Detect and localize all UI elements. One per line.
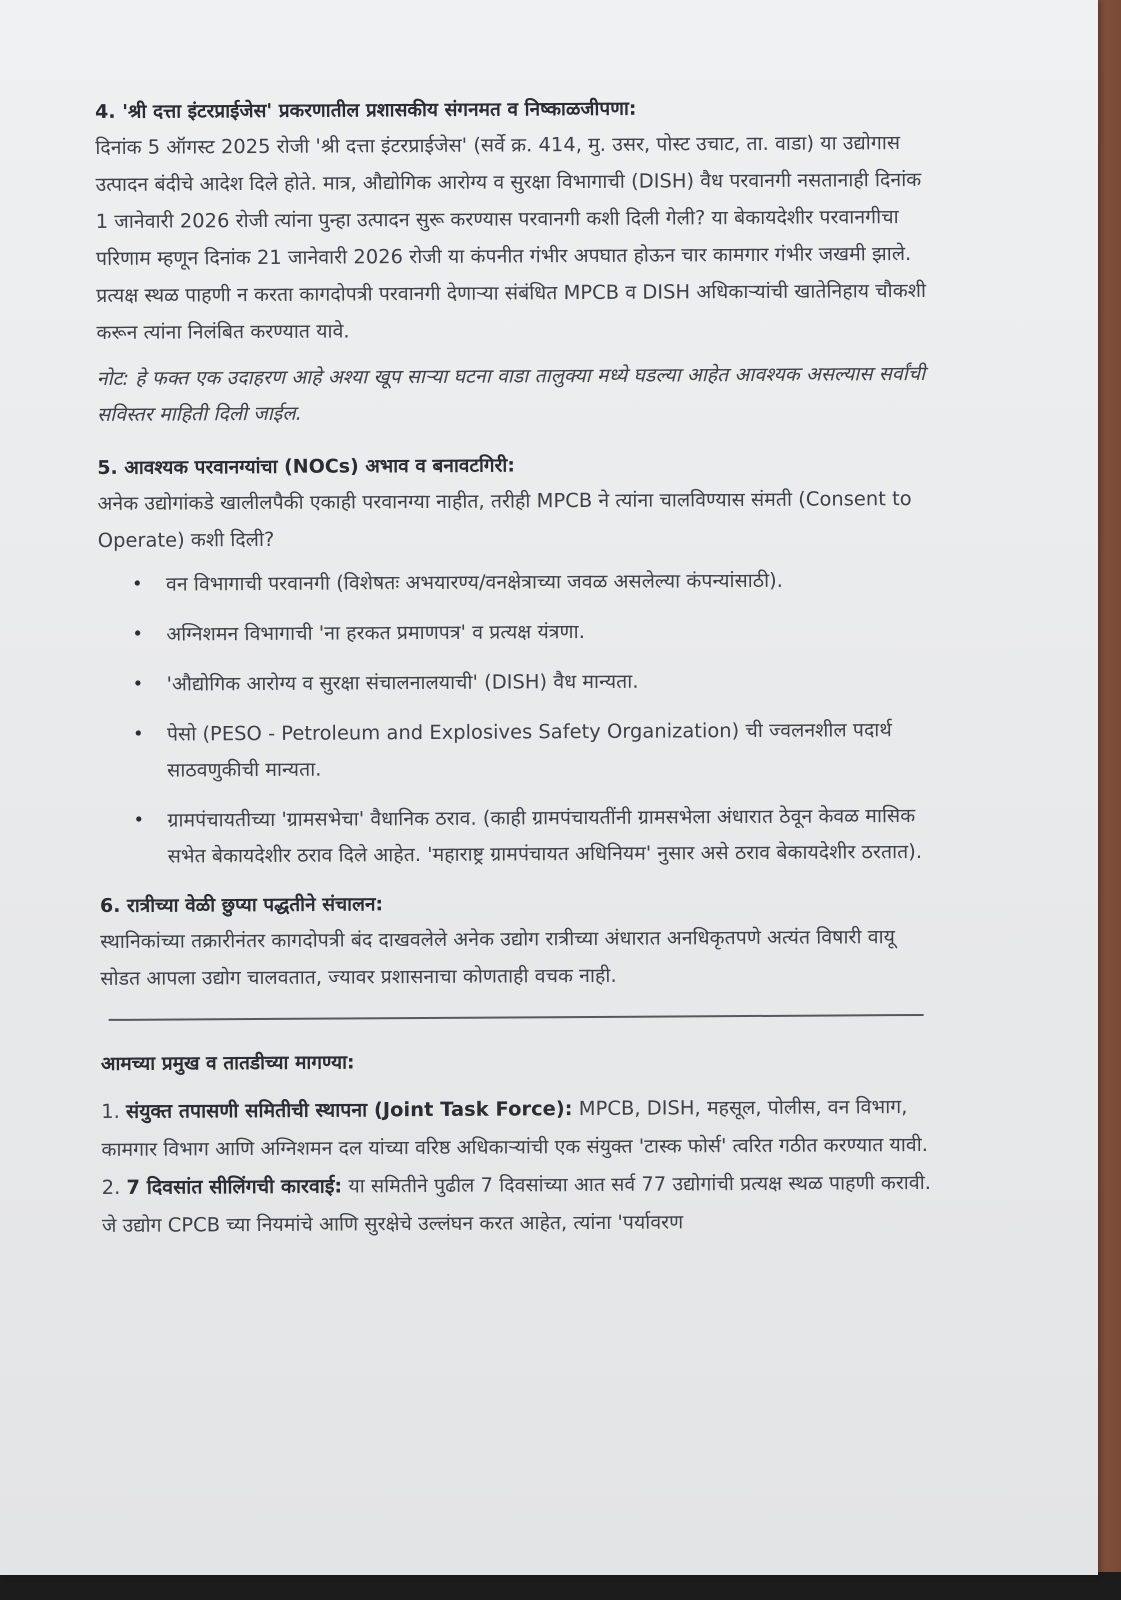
noc-list: [98, 562, 940, 875]
demand-1: [101, 1088, 941, 1169]
section-4-body: दिनांक 5 ऑगस्ट 2025 रोजी 'श्री दत्ता इंटरप्राईजेस' (सर्वे क्र. 414, मु. उसर, पोस्ट उचाट, ता. वाडा) या उद्योगास उत्पादन बंदीचे आदेश दिले होते. मात्र, औद्योगिक आरोग्य व सुरक्षा विभागाची (DISH) वैध परवानगी नसतानाही दिनांक 1 जानेवारी 2026 रोजी त्यांना पुन्हा उत्पादन सुरू करण्यास परवानगी कशी दिली गेली? या बेकायदेशीर परवानगीचा परिणाम म्हणून दिनांक 21 जानेवारी 2026 रोजी या कंपनीत गंभीर अपघात होऊन चार कामगार गंभीर जखमी झाले. प्रत्यक्ष स्थळ पाहणी न करता कागदोपत्री परवानगी देणाऱ्या संबंधित MPCB व DISH अधिकाऱ्यांची खातेनिहाय चौकशी करून त्यांना निलंबित करण्यात यावे.: [95, 131, 927, 344]
list-item: • 'औद्योगिक आरोग्य व सुरक्षा संचालनालयाची' (DISH) वैध मान्यता.: [166, 662, 938, 703]
list-item: • ग्रामपंचायतीच्या 'ग्रामसभेचा' वैधानिक ठराव. (काही ग्रामपंचायतींनी ग्रामसभेला अंधारात ठेवून केवळ मासिक सभेत बेकायदेशीर ठराव दिले आहेत. 'महाराष्ट्र ग्रामपंचायत अधिनियम' नुसार असे ठराव बेकायदेशीर ठरतात).: [167, 798, 939, 875]
demands-section: [101, 1042, 942, 1245]
document-content: [95, 90, 942, 1245]
demands-heading: आमच्या प्रमुख व तातडीच्या मागण्या:: [100, 1051, 355, 1075]
demand-2: [102, 1164, 942, 1245]
section-6: [100, 884, 941, 997]
section-5-intro: अनेक उद्योगांकडे खालीलपैकी एकाही परवानग्या नाहीत, तरीही MPCB ने त्यांना चालविण्यास संमती (Consent to Operate) कशी दिली?: [97, 487, 912, 552]
section-6-heading: 6. रात्रीच्या वेळी छुप्या पद्धतीने संचालन:: [99, 893, 384, 917]
demand-2-body: या समितीने पुढील 7 दिवसांच्या आत सर्व 77 उद्योगांची प्रत्यक्ष स्थळ पाहणी करावी. जे उद्योग CPCB च्या नियमांचे आणि सुरक्षेचे उल्लंघन करत आहेत, त्यांना 'पर्यावरण: [101, 1170, 931, 1237]
section-4: [95, 90, 937, 433]
background-bottom: [0, 1572, 1121, 1600]
demand-2-title: 7 दिवसांत सीलिंगची कारवाई:: [126, 1174, 343, 1199]
demand-2-number: 2.: [101, 1175, 127, 1199]
divider: [109, 1014, 924, 1021]
section-5: [97, 446, 940, 875]
list-item: • वन विभागाची परवानगी (विशेषतः अभयारण्य/वनक्षेत्राच्या जवळ असलेल्या कंपन्यांसाठी).: [166, 562, 938, 603]
demand-1-number: 1.: [101, 1099, 127, 1123]
demand-1-body: MPCB, DISH, महसूल, पोलीस, वन विभाग, कामगार विभाग आणि अग्निशमन दल यांच्या वरिष्ठ अधिकाऱ्यांची एक संयुक्त 'टास्क फोर्स' त्वरित गठीत करण्यात यावी.: [101, 1095, 929, 1161]
list-item: • पेसो (PESO - Petroleum and Explosives Safety Organization) ची ज्वलनशील पदार्थ साठवणुकीची मान्यता.: [167, 712, 939, 789]
section-4-heading: 4. 'श्री दत्ता इंटरप्राईजेस' प्रकरणातील प्रशासकीय संगनमत व निष्काळजीपणा:: [95, 97, 637, 123]
section-4-note: नोट: हे फक्त एक उदाहरण आहे अश्या खूप साऱ्या घटना वाडा तालुक्या मध्ये घडल्या आहेत आवश्यक असल्यास सर्वांची सविस्तर माहिती दिली जाईल.: [96, 361, 926, 426]
section-5-heading: 5. आवश्यक परवानग्यांचा (NOCs) अभाव व बनावटगिरी:: [97, 454, 515, 479]
list-item: • अग्निशमन विभागाची 'ना हरकत प्रमाणपत्र' व प्रत्यक्ष यंत्रणा.: [166, 612, 938, 653]
demand-1-title: संयुक्त तपासणी समितीची स्थापना (Joint Task Force):: [125, 1097, 573, 1123]
section-6-body: स्थानिकांच्या तक्रारीनंतर कागदोपत्री बंद दाखवलेले अनेक उद्योग रात्रीच्या अंधारात अनधिकृतपणे अत्यंत विषारी वायू सोडत आपला उद्योग चालवतात, ज्यावर प्रशासनाचा कोणताही वचक नाही.: [100, 925, 895, 990]
